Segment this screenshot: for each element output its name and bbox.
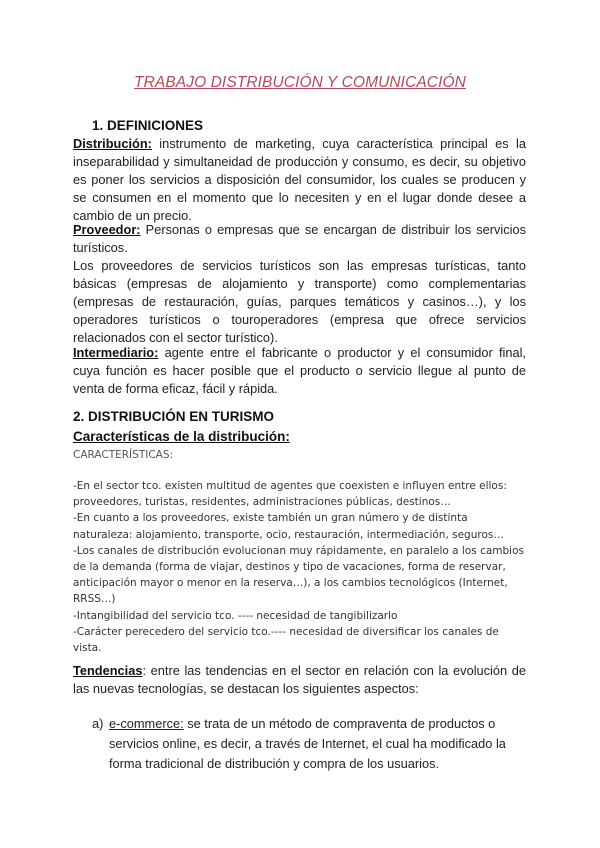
text-intermediario: agente entre el fabricante o productor y el consumidor final, cuya función es hacer posible que el producto o servicio llegue al punto de venta de forma eficaz, fácil y rápida. [73,345,526,397]
paragraph-proveedor [73,221,526,257]
text-proveedor: Personas o empresas que se encargan de distribuir los servicios turísticos. [73,222,526,256]
list-item: -En cuanto a los proveedores, existe también un gran número y de distinta naturaleza: alojamiento, transporte, ocio, restauración, intermediación, seguros… [73,512,504,541]
paragraph-distribucion [73,135,526,225]
paragraph-tendencias [73,662,526,698]
list-item: -Intangibilidad del servicio tco. ---- necesidad de tangibilizarlo [73,609,398,622]
term-ecommerce: e-commerce: [109,716,184,731]
term-tendencias: Tendencias [73,663,143,678]
paragraph-proveedores: Los proveedores de servicios turísticos son las empresas turísticas, tanto básicas (empresas de alojamiento y transporte) como complementarias (empresas de restauración, guías, parques temáticos y casinos…), y los operadores turísticos o touroperadores (empresa que ofrece servicios relacionados con el sector turístico). [73,258,526,346]
list-item-body [109,714,526,774]
list-item-ecommerce [92,714,526,774]
section-heading-definiciones: 1. DEFINICIONES [92,118,204,133]
term-distribucion: Distribución: [73,136,152,151]
caracteristicas-label: CARACTERÍSTICAS: [73,449,174,461]
paragraph-intermediario [73,344,526,398]
list-marker: a) [92,716,104,731]
subheading-caracteristicas: Características de la distribución: [73,429,290,444]
list-item: -Carácter perecedero del servicio tco.---- necesidad de diversificar los canales de vista. [73,625,499,655]
list-item: -Los canales de distribución evolucionan muy rápidamente, en paralelo a los cambios de la demanda (forma de viajar, destinos y tipo de vacaciones, forma de reservar, anticipación mayor o menor en la reserva…), a los cambios tecnológicos (Internet, RRSS…) [73,544,524,606]
term-proveedor: Proveedor: [73,222,141,237]
section-heading-distribucion-turismo: 2. DISTRIBUCIÓN EN TURISMO [73,409,275,424]
caracteristicas-list [73,478,528,656]
text-tendencias: : entre las tendencias en el sector en relación con la evolución de las nuevas tecnologías, se destacan los siguientes aspectos: [73,663,526,697]
document-title: TRABAJO DISTRIBUCIÓN Y COMUNICACIÓN [134,74,466,91]
list-item: -En el sector tco. existen multitud de agentes que coexisten e influyen entre ellos: proveedores, turistas, residentes, administraciones públicas, destinos… [73,480,507,509]
text-distribucion: instrumento de marketing, cuya característica principal es la inseparabilidad y simultaneidad de producción y consumo, es decir, su objetivo es poner los servicios a disposición del consumidor, los cuales se producen y se consumen en el momento que lo necesiten y en el lugar donde desee a cambio de un precio. [73,136,526,224]
text-ecommerce: se trata de un método de compraventa de productos o servicios online, es decir, a través de Internet, el cual ha modificado la forma tradicional de distribución y compra de los usuarios. [109,716,506,771]
term-intermediario: Intermediario: [73,345,159,360]
